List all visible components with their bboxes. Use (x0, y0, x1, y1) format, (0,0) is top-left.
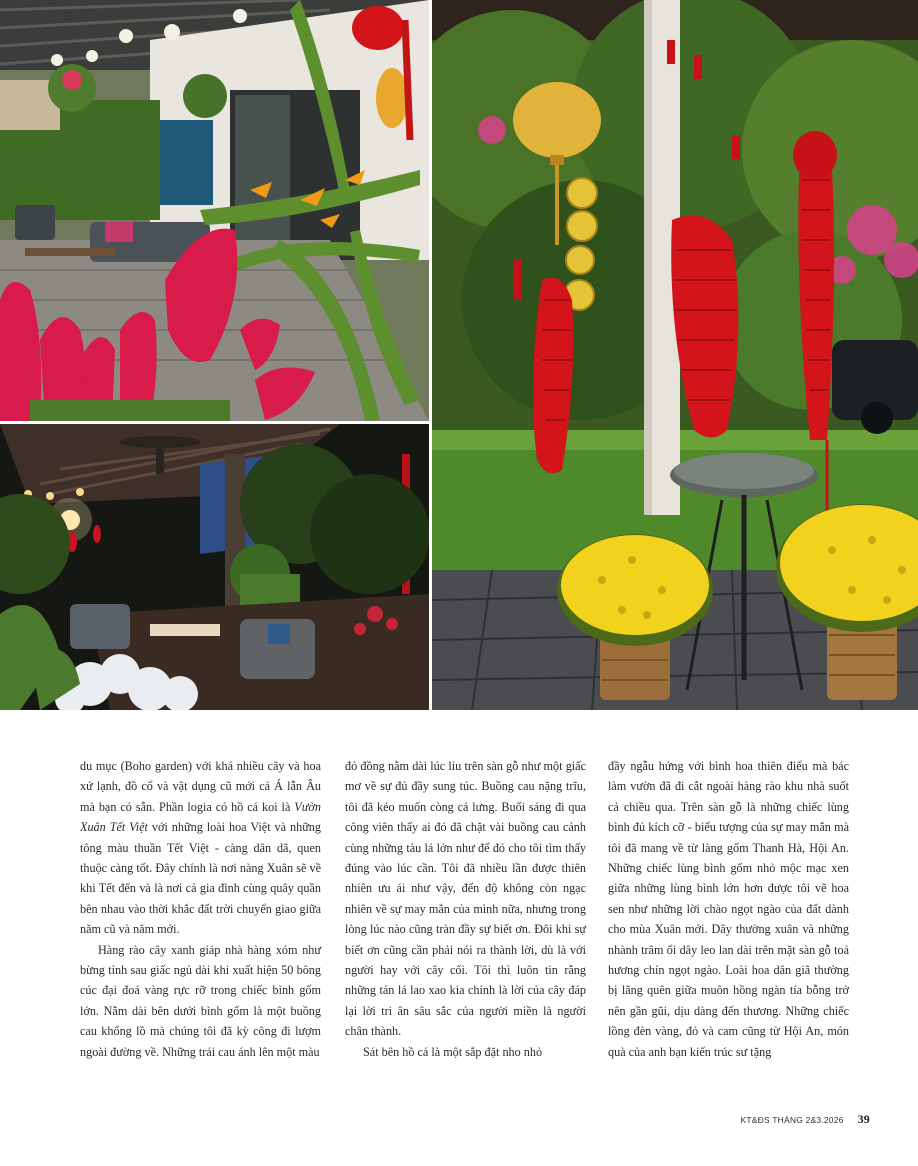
article-paragraph: đỏ đồng nằm dài lúc lỉu trên sàn gỗ như một giấc mơ về sự đủ đầy sung túc. Buồng cau nặng trĩu, tôi đã kéo muốn còng cả lưng. Buổi sáng đi qua công viên thấy ai đó đã chặt vài buồng cau cảnh cùng những tàu lá lớn như để đó cho tôi tìm thấy đúng vào lúc cần. Tôi đã nhiều lần được thiên nhiên ưu ái như vậy, đến độ không còn ngạc nhiên về sự may mắn của mình nữa, nhưng trong lòng lúc nào cũng tràn đầy sự biết ơn. Đôi khi sự biết ơn cũng cần phải nói ra thành lời, dù là với người hay với cây cối. Tôi thì luôn tin rằng những tán lá lao xao kia chính là lời của cây đáp lại lời tri ân sâu sắc của người miền là người chân thành. (345, 759, 586, 1039)
text-run: với những loài hoa Việt và những tông màu thuần Tết Việt - càng dân dã, quen thuộc càng tốt. Đây chính là nơi nàng Xuân sẽ về khi Tết đến và là nơi cả gia đình cùng quây quần bên nhau vào thời khắc đất trời chuyển giao giữa năm cũ và năm mới. (80, 820, 321, 937)
page-number: 39 (857, 1112, 870, 1126)
photo-deck-garden-night-image (0, 424, 429, 710)
magazine-issue: KT&ĐS THÁNG 2&3.2026 (740, 1115, 844, 1125)
article-paragraph: Sát bên hồ cá là một sắp đặt nho nhỏ (363, 1044, 543, 1059)
photo-deck-garden-night (0, 424, 429, 710)
article-paragraph: đầy ngẫu hứng với bình hoa thiên điểu mà bác làm vườn đã đi cắt ngoài hàng rào khu nhà suốt cả chiều qua. Trên sàn gỗ là những chiếc lùng bình đủ kích cỡ - biểu tượng của sự may mắn mà tôi đã mang về từ làng gốm Thanh Hà, Hội An. Những chiếc lùng bình gốm nhỏ mộc mạc xen giữa những lùng bình lớn hơn được tôi vẽ hoa sen như những lời chào ngọt ngào của đất dành cho mùa Xuân mới. Dây thường xuân và những nhành trâm ổi dây leo lan dài trên mặt sàn gỗ toả hương chín ngọt ngào. Loài hoa dân giã thường bị lãng quên giữa muôn hồng ngàn tía bỗng trở nên gần gũi, dịu dàng đến thương. Những chiếc lồng đèn vàng, đỏ và cam cũng từ Hội An, món quà của anh bạn kiến trúc sư tặng (608, 759, 849, 1059)
article-column-2 (345, 756, 586, 1062)
page-footer (741, 1112, 870, 1127)
photo-porch-firecrackers-image (432, 0, 918, 710)
text-run-italic: Vườn Xuân Tết Việt (80, 799, 321, 835)
photo-porch-firecrackers (432, 0, 918, 710)
text-run: du mục (Boho garden) với khá nhiều cây và hoa xứ lạnh, đồ cổ và vật dụng cũ mới cả Á lẫn Âu mà bạn có sẵn. Phần logia có hồ cá koi là (80, 759, 321, 814)
photo-deck-garden-day (0, 0, 429, 421)
article-column-1 (80, 756, 321, 1062)
article-paragraph: Hàng rào cây xanh giáp nhà hàng xóm như bừng tỉnh sau giấc ngủ dài khi xuất hiện 50 bông cúc đại đoá vàng rực rỡ trong chiếc bình gốm lớn. Nằm dài bên dưới bình gốm là một buồng cau khổng lồ mà chúng tôi đã kỳ công đi lượm ngoài đường về. Những trái cau ánh lên một màu (80, 942, 321, 1059)
photo-deck-garden-day-image (0, 0, 429, 421)
article-column-3 (608, 756, 849, 1062)
article-paragraph (80, 756, 321, 940)
